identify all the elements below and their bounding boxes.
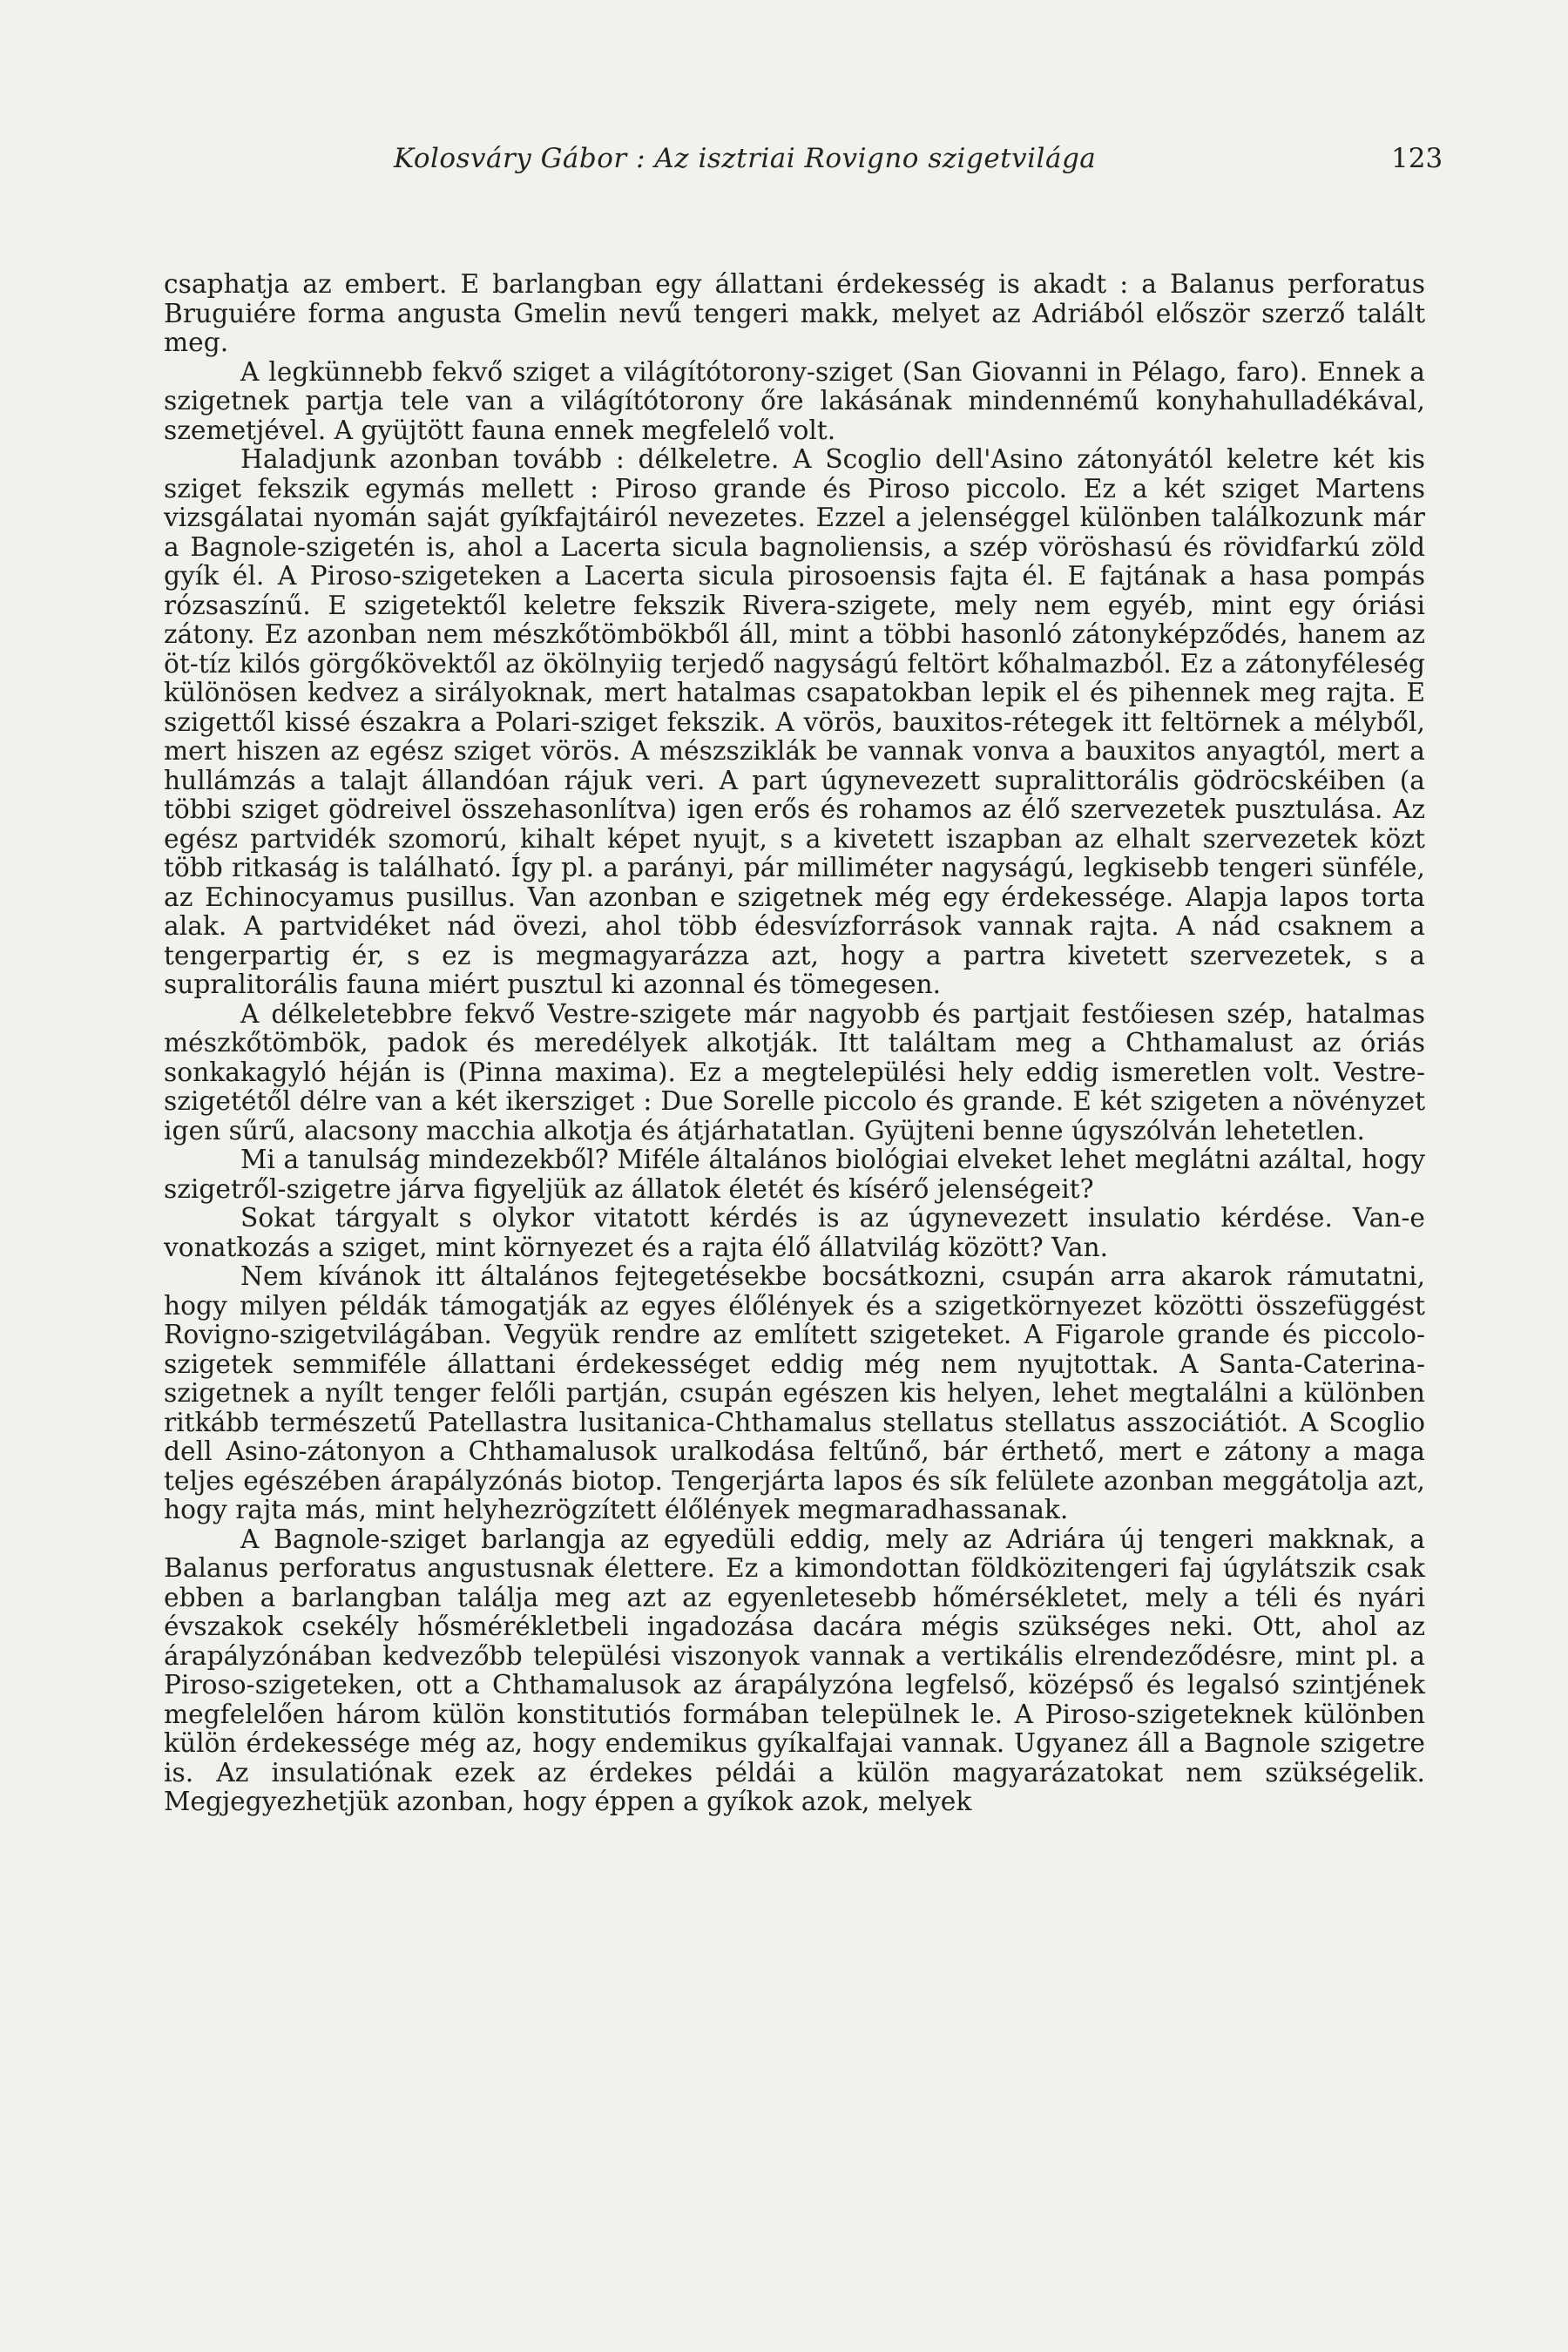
body-text <box>164 270 1425 1817</box>
paragraph: Sokat tárgyalt s olykor vitatott kérdés is az úgynevezett insulatio kérdése. Van-e vonatkozás a sziget, mint környezet és a rajta élő állatvilág között? Van. <box>164 1203 1425 1263</box>
paragraph: Nem kívánok itt általános fejtegetésekbe bocsátkozni, csupán arra akarok rámutatni, hogy milyen példák támogatják az egyes élőlények és a szigetkörnyezet közötti összefüggést Rovigno-szigetvilágában. Vegyük rendre az említett szigeteket. A Figarole grande és piccolo-szigetek semmiféle állattani érdekességet eddig még nem nyujtottak. A Santa-Caterina-szigetnek a nyílt tenger felőli partján, csupán egészen kis helyen, lehet megtalálni a különben ritkább természetű Patellastra lusitanica-Chthamalus stellatus stellatus asszociátiót. A Scoglio dell Asino-zátonyon a Chthamalusok uralkodása feltűnő, bár érthető, mert e zátony a maga teljes egészében árapályzónás biotop. Tengerjárta lapos és sík felülete azonban meggátolja azt, hogy rajta más, mint helyhezrögzített élőlények megmaradhassanak. <box>164 1261 1425 1525</box>
paragraph: A Bagnole-sziget barlangja az egyedüli eddig, mely az Adriára új tengeri makknak, a Balanus perforatus angustusnak élettere. Ez a kimondottan földközitengeri faj úgylátszik csak ebben a barlangban találja meg azt az egyenletesebb hőmérsékletet, mely a téli és nyári évszakok csekély hősmérékletbeli ingadozása dacára mégis szükséges neki. Ott, ahol az árapályzónában kedvezőbb települési viszonyok vannak a vertikális elrendeződésre, mint pl. a Piroso-szigeteken, ott a Chthamalusok az árapályzóna legfelső, középső és legalsó szintjének megfelelően három külön konstitutiós formában települnek le. A Piroso-szigeteknek különben külön érdekessége még az, hogy endemikus gyíkalfajai vannak. Ugyanez áll a Bagnole szigetre is. Az insulatiónak ezek az érdekes példái a külön magyarázatokat nem szükségelik. Megjegyezhetjük azonban, hogy éppen a gyíkok azok, melyek <box>164 1524 1425 1817</box>
paragraph: A legkünnebb fekvő sziget a világítótorony-sziget (San Giovanni in Pélago, faro). Ennek a szigetnek partja tele van a világítótorony őre lakásának mindennémű konyhahulladékával, szemetjével. A gyüjtött fauna ennek megfelelő volt. <box>164 356 1425 446</box>
paragraph: Mi a tanulság mindezekből? Miféle általános biológiai elveket lehet meglátni azáltal, hogy szigetről-szigetre járva figyeljük az állatok életét és kísérő jelenségeit? <box>164 1145 1425 1205</box>
paragraph: Haladjunk azonban tovább : délkeletre. A Scoglio dell'Asino zátonyától keletre két kis sziget fekszik egymás mellett : Piroso grande és Piroso piccolo. Ez a két sziget Martens vizsgálatai nyomán saját gyíkfajtáiról nevezetes. Ezzel a jelenséggel különben találkozunk már a Bagnole-szigetén is, ahol a Lacerta sicula bagnoliensis, a szép vöröshasú és rövidfarkú zöld gyík él. A Piroso-szigeteken a Lacerta sicula pirosoensis fajta él. E fajtának a hasa pompás rózsaszínű. E szigetektől keletre fekszik Rivera-szigete, mely nem egyéb, mint egy óriási zátony. Ez azonban nem mészkőtömbökből áll, mint a többi hasonló zátonyképződés, hanem az öt-tíz kilós görgőkövektől az ökölnyiig terjedő nagyságú feltört kőhalmazból. Ez a zátonyféleség különösen kedvez a sirályoknak, mert hatalmas csapatokban lepik el és pihennek meg rajta. E szigettől kissé északra a Polari-sziget fekszik. A vörös, bauxitos-rétegek itt feltörnek a mélyből, mert hiszen az egész sziget vörös. A mészsziklák be vannak vonva a bauxitos anyagtól, mert a hullámzás a talajt állandóan rájuk veri. A part úgynevezett supralittorális gödröcskéiben (a többi sziget gödreivel összehasonlítva) igen erős és rohamos az élő szervezetek pusztulása. Az egész partvidék szomorú, kihalt képet nyujt, s a kivetett iszapban az elhalt szervezetek közt több ritkaság is található. Így pl. a parányi, pár milliméter nagyságú, legkisebb tengeri sünféle, az Echinocyamus pusillus. Van azonban e szigetnek még egy érdekessége. Alapja lapos torta alak. A partvidéket nád övezi, ahol több édesvízforrások vannak rajta. A nád csaknem a tengerpartig ér, s ez is megmagyarázza azt, hogy a partra kivetett szervezetek, s a supralitorális fauna miért pusztul ki azonnal és tömegesen. <box>164 444 1425 1000</box>
running-head: Kolosváry Gábor : Az isztriai Rovigno szigetvilága <box>394 143 1097 174</box>
paragraph: A délkeletebbre fekvő Vestre-szigete már nagyobb és partjait festőiesen szép, hatalmas mészkőtömbök, padok és meredélyek alkotják. Itt találtam meg a Chthamalust az óriás sonkakagyló héján is (Pinna maxima). Ez a megtelepülési hely eddig ismeretlen volt. Vestre-szigetétől délre van a két ikersziget : Due Sorelle piccolo és grande. E két szigeten a növényzet igen sűrű, alacsony macchia alkotja és átjárhatatlan. Gyüjteni benne úgyszólván lehetetlen. <box>164 998 1425 1146</box>
paragraph: csaphatja az embert. E barlangban egy állattani érdekesség is akadt : a Balanus perforatus Bruguiére forma angusta Gmelin nevű tengeri makk, melyet az Adriából először szerző talált meg. <box>164 269 1425 358</box>
page-number: 123 <box>1391 143 1443 174</box>
